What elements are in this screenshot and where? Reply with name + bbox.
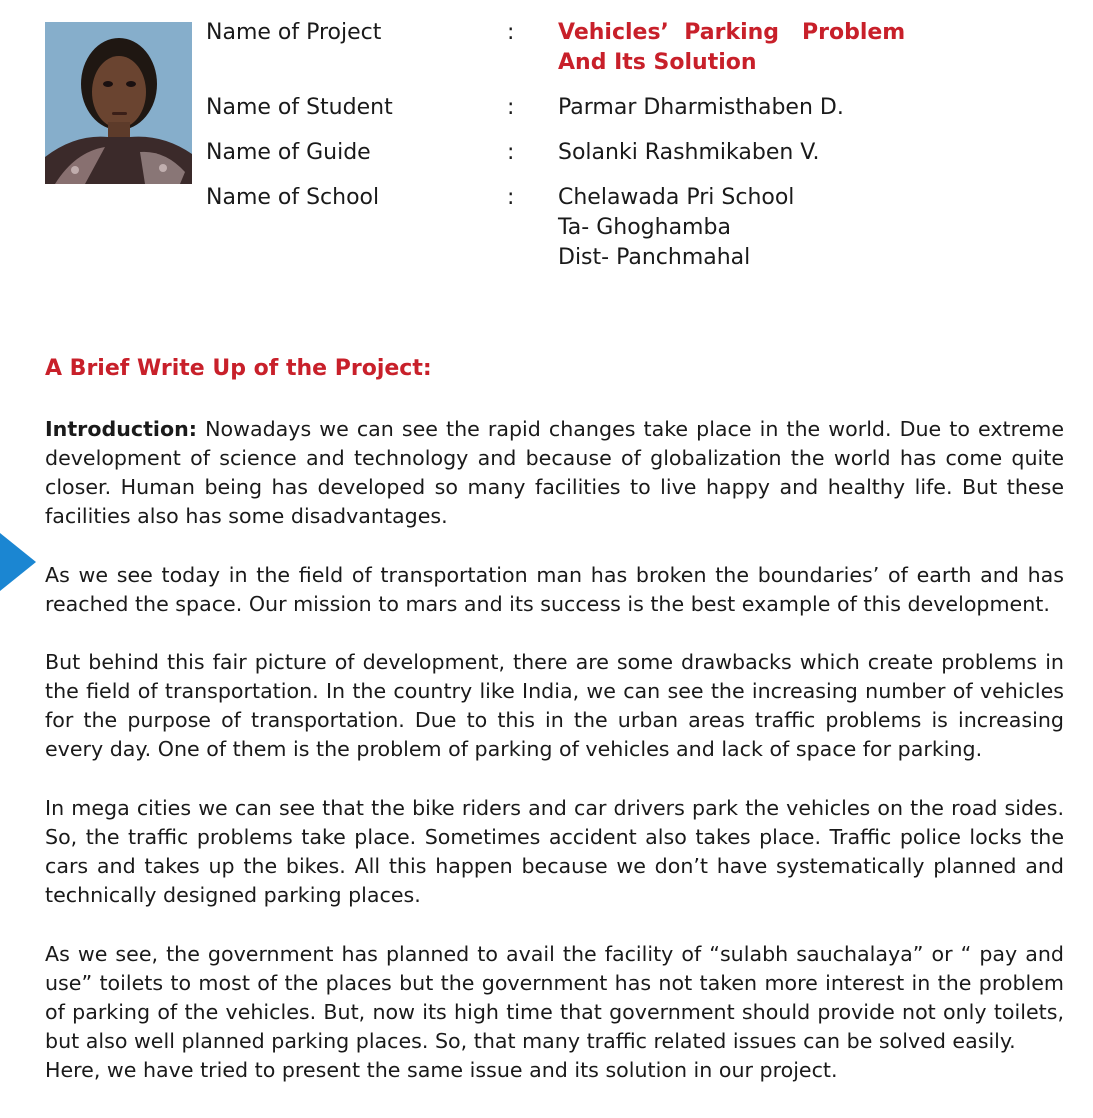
paragraph-4: In mega cities we can see that the bike riders and car drivers park the vehicles on the road sides. So, the traffic problems take place. Sometimes accident also takes place. Traffic police locks the cars and takes up the bikes. All this happen because we don’t have systematically planned and technically designed parking places. — [45, 796, 1064, 907]
school-district: Dist- Panchmahal — [558, 245, 751, 270]
paragraph-6: Here, we have tried to present the same issue and its solution in our project. — [45, 1058, 838, 1082]
school-taluka: Ta- Ghoghamba — [558, 215, 731, 240]
page-marker-arrow — [0, 533, 36, 591]
introduction-text: Nowadays we can see the rapid changes take place in the world. Due to extreme development of science and technology and because of globalization the world has come quite closer. Human being has developed so many facilities to live happy and healthy life. But these facilities also has some disadvantages. — [45, 417, 1064, 528]
paragraph-introduction — [45, 415, 1064, 531]
student-colon: : — [507, 95, 515, 120]
guide-label: Name of Guide — [206, 140, 371, 165]
project-title — [558, 18, 905, 78]
school-colon: : — [507, 185, 515, 210]
student-label: Name of Student — [206, 95, 393, 120]
student-photo — [45, 22, 192, 184]
guide-colon: : — [507, 140, 515, 165]
project-title-line1: Vehicles’ Parking Problem — [558, 20, 906, 45]
student-name: Parmar Dharmisthaben D. — [558, 95, 844, 120]
writeup-heading: A Brief Write Up of the Project: — [45, 356, 432, 381]
paragraph-5: As we see, the government has planned to avail the facility of “sulabh sauchalaya” or “ pay and use” toilets to most of the places but the government has not taken more interest in the problem of parking of the vehicles. But, now its high time that government should provide not only toilets, but also well planned parking places. So, that many traffic related issues can be solved easily. — [45, 942, 1064, 1053]
paragraph-3: But behind this fair picture of development, there are some drawbacks which create problems in the field of transportation. In the country like India, we can see the increasing number of vehicles for the purpose of transportation. Due to this in the urban areas traffic problems is increasing every day. One of them is the problem of parking of vehicles and lack of space for parking. — [45, 650, 1064, 761]
school-name: Chelawada Pri School — [558, 185, 795, 210]
school-address — [558, 183, 794, 273]
introduction-label: Introduction: — [45, 417, 198, 441]
project-label: Name of Project — [206, 20, 382, 45]
project-colon: : — [507, 20, 515, 45]
school-label: Name of School — [206, 185, 380, 210]
guide-name: Solanki Rashmikaben V. — [558, 140, 820, 165]
paragraph-2: As we see today in the field of transportation man has broken the boundaries’ of earth and has reached the space. Our mission to mars and its success is the best example of this development. — [45, 563, 1064, 616]
project-title-line2: And Its Solution — [558, 50, 757, 75]
